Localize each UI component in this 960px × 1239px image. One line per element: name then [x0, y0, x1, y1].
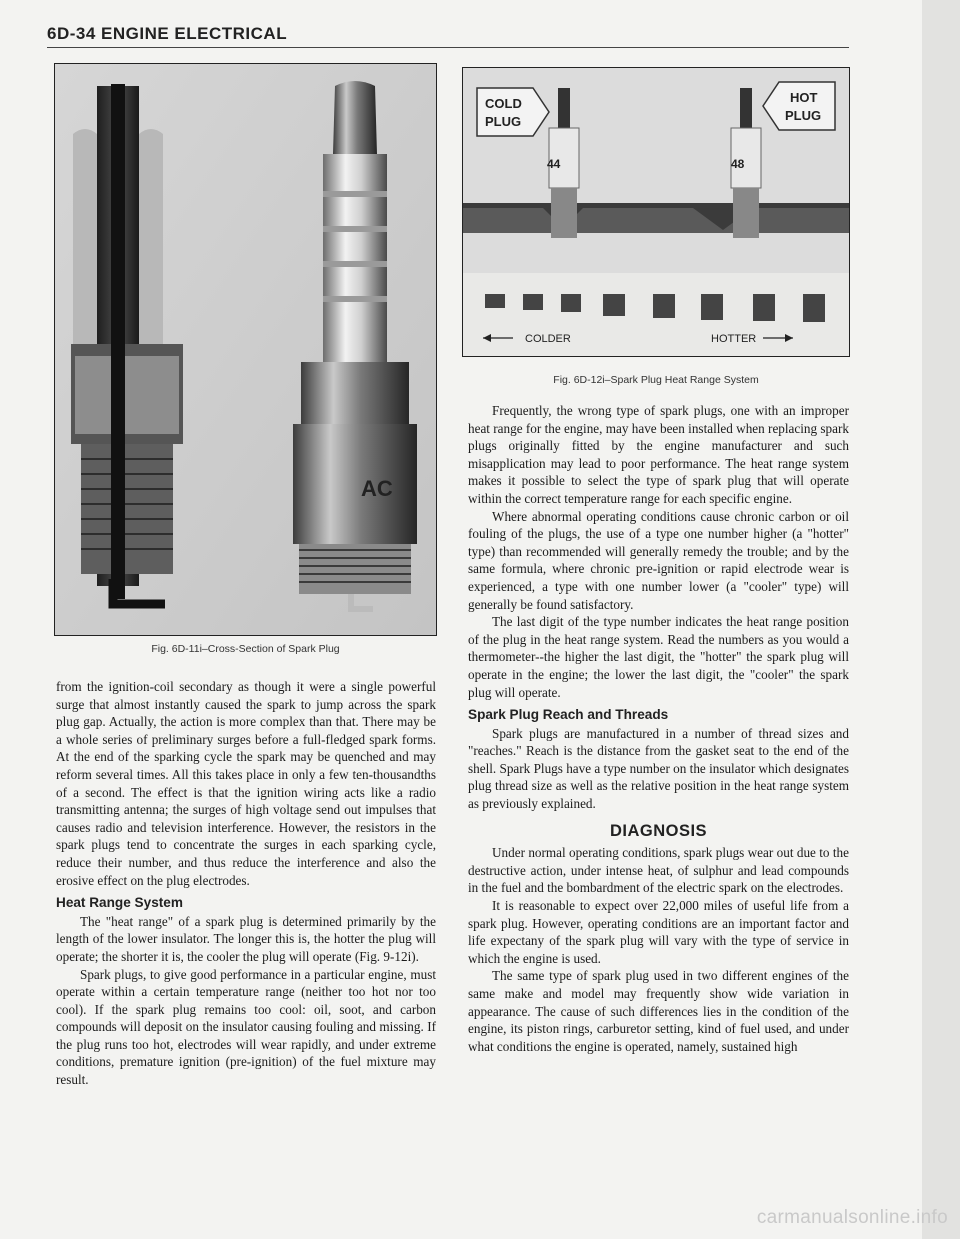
plug-tip-row [485, 294, 825, 322]
heat-range-illustration [463, 68, 849, 356]
right-paragraph-7: The same type of spark plug used in two different engines of the same make and model may frequently show wide variation in appearance. The cause of such differences lies in the condition of the engine, its piston rings, carburetor setting, kind of fuel used, and under what conditions the engine is operated, namely, sustained high [468, 968, 849, 1054]
site-watermark: carmanualsonline.info [756, 1207, 948, 1228]
right-paragraph-1: Frequently, the wrong type of spark plugs, one with an improper heat range for the engine, may have been installed when replacing spark plugs originally fitted by the engine manufacturer and such misapplication may lead to poor performance. The heat range system makes it possible to select the type of spark plug that will operate within the correct temperature range for each specific engine. [468, 403, 849, 506]
left-column [56, 678, 436, 1089]
left-paragraph-3: Spark plugs, to give good performance in a particular engine, must operate within a certain temperature range (neither too hot nor too cool). If the spark plug remains too cool: oil, soot, and carbon compounds will deposit on the insulator causing fouling and missing. If the plug runs too hot, electrodes will wear rapidly, and under extreme conditions, premature ignition (pre-ignition) of the fuel mixture may result. [56, 966, 436, 1088]
heading-spark-plug-reach: Spark Plug Reach and Threads [468, 707, 669, 723]
figure-spark-plug-cross-section [54, 63, 437, 636]
hotter-label: HOTTER [711, 333, 757, 345]
plug-marking: AC [361, 476, 393, 501]
cold-label-line1: COLD [485, 96, 522, 111]
heading-heat-range-system: Heat Range System [56, 895, 183, 911]
left-paragraph-2: The "heat range" of a spark plug is determined primarily by the length of the lower insulator. The longer this is, the hotter the plug will operate; the shorter it is, the cooler the plug will operate (Fig. 9-12i). [56, 913, 436, 964]
header-rule [47, 47, 849, 48]
colder-label: COLDER [525, 333, 571, 345]
page-edge-shadow [922, 0, 960, 1239]
right-plug-number: 48 [731, 157, 745, 171]
page-header: 6D-34 ENGINE ELECTRICAL [47, 24, 288, 43]
hot-label-line2: PLUG [785, 108, 822, 123]
hot-label-line1: HOT [790, 90, 818, 105]
figure-2-caption: Fig. 6D-12i–Spark Plug Heat Range System [553, 374, 759, 386]
right-paragraph-6: It is reasonable to expect over 22,000 miles of useful life from a spark plug. However, operating conditions are an important factor and life expectany of the spark plug will vary with the type of service in which the engine is used. [468, 898, 849, 966]
left-paragraph-1: from the ignition-coil secondary as though it were a single powerful surge that almost instantly caused the spark to jump across the spark plug gap. Actually, the action is more complex than that. There may be a whole series of preliminary surges before a full-fledged spark forms. At the end of the sparking cycle the spark may be quenched and may reform several times. All this takes place in only a few ten-thousandths of a second. The effect is that the ignition wiring acts like a radio transmitting antenna; the surges of high voltage send out impulses that causes radio and television interference. However, the resistors in the spark plugs tend to concentrate the surges in each sparking cycle, reduce their number, and thus reduce the interference and also the erosive effect on the plug electrodes. [56, 679, 436, 888]
right-paragraph-5: Under normal operating conditions, spark plugs wear out due to the destructive action, under intense heat, of sulphur and lead compounds in the fuel and the bombardment of the electric spark on the electrodes. [468, 845, 849, 896]
left-plug-number: 44 [547, 157, 561, 171]
right-column [468, 402, 849, 1055]
right-paragraph-4: Spark plugs are manufactured in a number of thread sizes and "reaches." Reach is the distance from the gasket seat to the end of the shell. Spark Plugs have a type number on the insulator which designates plug thread size as well as the relative position in the heat range system as previously explained. [468, 725, 849, 812]
right-paragraph-3: The last digit of the type number indicates the heat range position of the plug in the heat range system. Read the numbers as you would a thermometer--the higher the last digit, the "hotter" the spark plug will operate in the engine; the lower the last digit, the "cooler" the spark plug will operate. [468, 614, 849, 700]
figure-1-caption: Fig. 6D-11i–Cross-Section of Spark Plug [151, 643, 340, 655]
spark-plug-cross-section-illustration [55, 64, 436, 635]
cold-label-line2: PLUG [485, 114, 522, 129]
figure-heat-range-system [462, 67, 850, 357]
right-paragraph-2: Where abnormal operating conditions cause chronic carbon or oil fouling of the plugs, the use of a type one number higher (a "hotter" type) than recommended will generally remedy the trouble; and by the same formula, where chronic pre-ignition or rapid electrode wear is experienced, a type with one number lower (a "cooler" type) will generally be found satisfactory. [468, 508, 849, 612]
heading-diagnosis: DIAGNOSIS [609, 821, 708, 840]
